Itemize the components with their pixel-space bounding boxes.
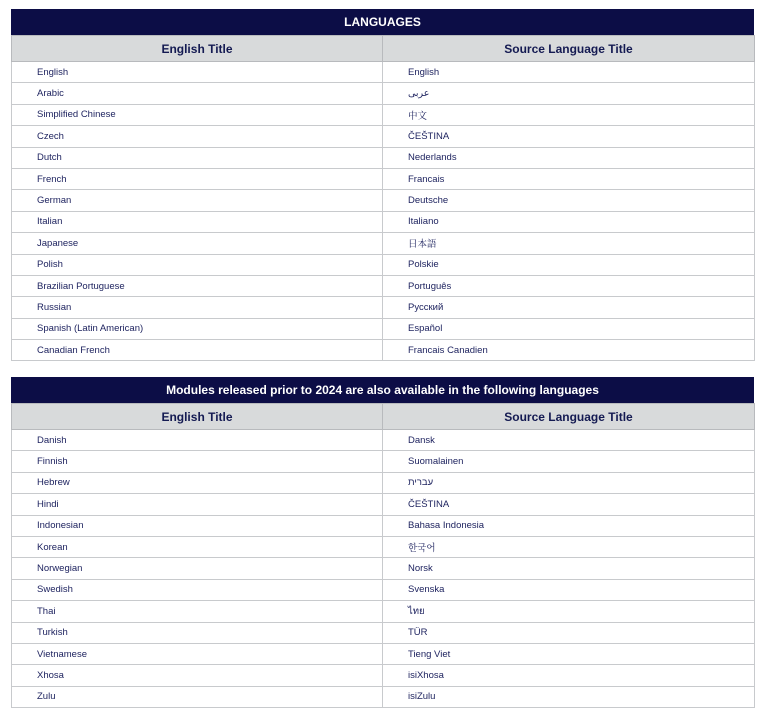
english-title-cell: Dutch: [12, 147, 383, 168]
table-row: [12, 318, 755, 339]
languages-section: [11, 9, 754, 361]
english-title-cell: Russian: [12, 297, 383, 318]
english-title-cell: Swedish: [12, 579, 383, 600]
english-title-cell: Canadian French: [12, 340, 383, 361]
table-row: [12, 275, 755, 296]
table-row: [12, 579, 755, 600]
table-row: [12, 601, 755, 622]
table-row: [12, 254, 755, 275]
languages-title: LANGUAGES: [11, 9, 754, 35]
table-row: [12, 211, 755, 232]
source-language-title-cell: English: [383, 62, 755, 83]
source-language-title-cell: 日本語: [383, 233, 755, 254]
english-title-cell: Hindi: [12, 494, 383, 515]
english-title-cell: German: [12, 190, 383, 211]
english-title-cell: Xhosa: [12, 665, 383, 686]
english-title-header: English Title: [12, 36, 383, 62]
languages-table-body: [12, 62, 755, 361]
english-title-cell: Korean: [12, 536, 383, 557]
english-title-cell: Hebrew: [12, 472, 383, 493]
source-language-title-cell: Polskie: [383, 254, 755, 275]
english-title-cell: Zulu: [12, 686, 383, 707]
english-title-header: English Title: [12, 404, 383, 430]
source-language-title-cell: Norsk: [383, 558, 755, 579]
languages-table: [11, 35, 755, 361]
english-title-cell: Vietnamese: [12, 643, 383, 664]
english-title-cell: English: [12, 62, 383, 83]
table-row: [12, 558, 755, 579]
table-row: [12, 233, 755, 254]
table-row: [12, 62, 755, 83]
table-row: [12, 451, 755, 472]
source-language-title-header: Source Language Title: [383, 404, 755, 430]
source-language-title-cell: Italiano: [383, 211, 755, 232]
english-title-cell: Polish: [12, 254, 383, 275]
english-title-cell: Danish: [12, 430, 383, 451]
table-row: [12, 104, 755, 125]
source-language-title-header: Source Language Title: [383, 36, 755, 62]
source-language-title-cell: Francais: [383, 168, 755, 189]
source-language-title-cell: 中文: [383, 104, 755, 125]
english-title-cell: Turkish: [12, 622, 383, 643]
english-title-cell: Italian: [12, 211, 383, 232]
table-row: [12, 83, 755, 104]
table-row: [12, 147, 755, 168]
source-language-title-cell: isiZulu: [383, 686, 755, 707]
source-language-title-cell: Nederlands: [383, 147, 755, 168]
source-language-title-cell: isiXhosa: [383, 665, 755, 686]
english-title-cell: Arabic: [12, 83, 383, 104]
english-title-cell: Japanese: [12, 233, 383, 254]
source-language-title-cell: Svenska: [383, 579, 755, 600]
english-title-cell: Thai: [12, 601, 383, 622]
table-row: [12, 494, 755, 515]
legacy-languages-title: Modules released prior to 2024 are also available in the following languages: [11, 377, 754, 403]
english-title-cell: Brazilian Portuguese: [12, 275, 383, 296]
source-language-title-cell: TÜR: [383, 622, 755, 643]
source-language-title-cell: Francais Canadien: [383, 340, 755, 361]
source-language-title-cell: Русский: [383, 297, 755, 318]
source-language-title-cell: Español: [383, 318, 755, 339]
source-language-title-cell: Deutsche: [383, 190, 755, 211]
table-row: [12, 686, 755, 707]
english-title-cell: Spanish (Latin American): [12, 318, 383, 339]
table-row: [12, 665, 755, 686]
source-language-title-cell: عربى: [383, 83, 755, 104]
table-row: [12, 297, 755, 318]
source-language-title-cell: Tieng Viet: [383, 643, 755, 664]
source-language-title-cell: Suomalainen: [383, 451, 755, 472]
legacy-languages-table-body: [12, 430, 755, 708]
legacy-languages-section: [11, 377, 754, 708]
legacy-languages-table: [11, 403, 755, 708]
english-title-cell: French: [12, 168, 383, 189]
english-title-cell: Finnish: [12, 451, 383, 472]
header-row: [12, 404, 755, 430]
source-language-title-cell: Bahasa Indonesia: [383, 515, 755, 536]
source-language-title-cell: ไทย: [383, 601, 755, 622]
header-row: [12, 36, 755, 62]
table-row: [12, 168, 755, 189]
table-row: [12, 536, 755, 557]
source-language-title-cell: עברית: [383, 472, 755, 493]
source-language-title-cell: ČEŠTINA: [383, 494, 755, 515]
table-row: [12, 430, 755, 451]
source-language-title-cell: ČEŠTINA: [383, 126, 755, 147]
source-language-title-cell: 한국어: [383, 536, 755, 557]
english-title-cell: Simplified Chinese: [12, 104, 383, 125]
english-title-cell: Norwegian: [12, 558, 383, 579]
table-row: [12, 190, 755, 211]
table-row: [12, 515, 755, 536]
source-language-title-cell: Dansk: [383, 430, 755, 451]
table-row: [12, 126, 755, 147]
table-row: [12, 340, 755, 361]
english-title-cell: Czech: [12, 126, 383, 147]
source-language-title-cell: Português: [383, 275, 755, 296]
table-row: [12, 472, 755, 493]
english-title-cell: Indonesian: [12, 515, 383, 536]
table-row: [12, 643, 755, 664]
table-row: [12, 622, 755, 643]
